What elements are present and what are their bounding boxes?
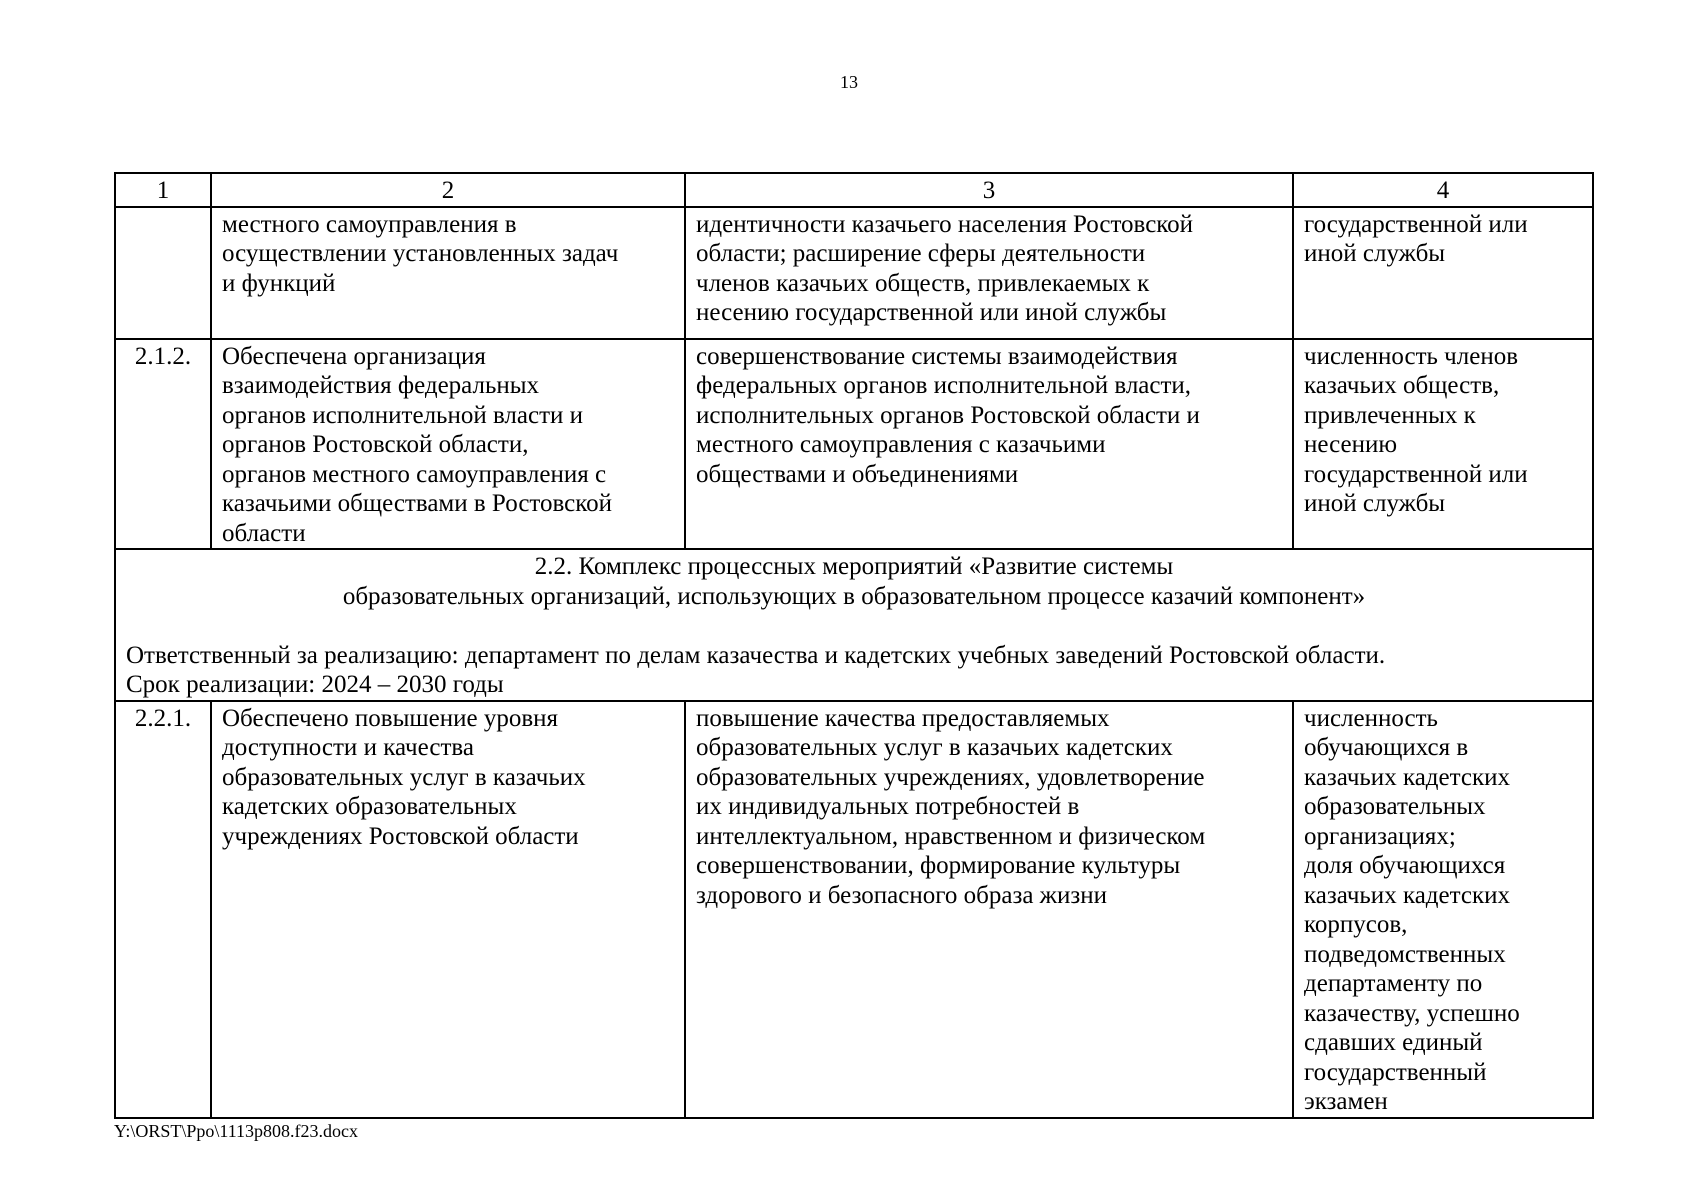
row-characteristic: идентичности казачьего населения Ростовской области; расширение сферы деятельности членов казачьих обществ, привлекаемых к несению государственной или иной службы bbox=[685, 207, 1293, 339]
header-cell-4: 4 bbox=[1293, 173, 1593, 207]
row-number: 2.2.1. bbox=[115, 701, 211, 1118]
row-indicator: численность членов казачьих обществ, привлеченных к несению государственной или иной службы bbox=[1293, 339, 1593, 550]
row-number bbox=[115, 207, 211, 339]
header-cell-3: 3 bbox=[685, 173, 1293, 207]
table-row bbox=[115, 701, 1593, 1118]
header-cell-1: 1 bbox=[115, 173, 211, 207]
section-responsible: Ответственный за реализацию: департамент по делам казачества и кадетских учебных заведений Ростовской области. bbox=[126, 641, 1386, 669]
row-result: Обеспечено повышение уровня доступности и качества образовательных услуг в казачьих кадетских образовательных учреждениях Ростовской области bbox=[211, 701, 685, 1118]
section-cell bbox=[115, 549, 1593, 701]
row-characteristic: повышение качества предоставляемых образовательных услуг в казачьих кадетских образовательных учреждениях, удовлетворение их индивидуальных потребностей в интеллектуальном, нравственном и физическом совершенствовании, формирование культуры здорового и безопасного образа жизни bbox=[685, 701, 1293, 1118]
row-characteristic: совершенствование системы взаимодействия федеральных органов исполнительной власти, исполнительных органов Ростовской области и местного самоуправления с казачьими обществами и объединениями bbox=[685, 339, 1293, 550]
row-result: местного самоуправления в осуществлении установленных задач и функций bbox=[211, 207, 685, 339]
row-number: 2.1.2. bbox=[115, 339, 211, 550]
page-number: 13 bbox=[840, 72, 858, 92]
section-title: 2.2. Комплекс процессных мероприятий «Развитие системы образовательных организаций, использующих в образовательном процессе казачий компонент» bbox=[342, 553, 1366, 610]
row-indicator: численность обучающихся в казачьих кадетских образовательных организациях; доля обучающихся казачьих кадетских корпусов, подведомственных департаменту по казачеству, успешно сдавших единый государственный экзамен bbox=[1293, 701, 1593, 1118]
footer-file-path: Y:\ORST\Ppo\1113p808.f23.docx bbox=[114, 1121, 359, 1141]
section-row bbox=[115, 549, 1593, 701]
section-term: Срок реализации: 2024 – 2030 годы bbox=[126, 671, 504, 698]
table-row bbox=[115, 339, 1593, 550]
row-indicator: государственной или иной службы bbox=[1293, 207, 1593, 339]
header-cell-2: 2 bbox=[211, 173, 685, 207]
table-header-row bbox=[115, 173, 1593, 207]
section-spacer bbox=[126, 611, 1582, 641]
measures-table bbox=[114, 172, 1594, 1119]
table-row bbox=[115, 207, 1593, 339]
row-result: Обеспечена организация взаимодействия федеральных органов исполнительной власти и органов Ростовской области, органов местного самоуправления с казачьими обществами в Ростовской области bbox=[211, 339, 685, 550]
